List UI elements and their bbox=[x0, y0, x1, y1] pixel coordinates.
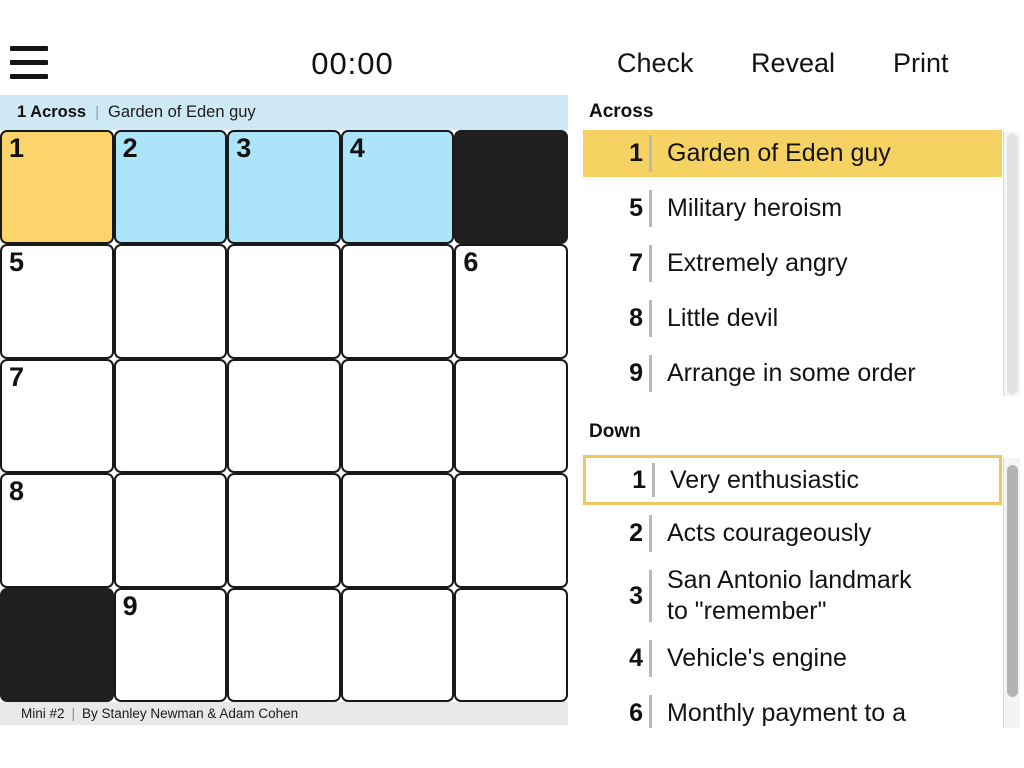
reveal-button[interactable]: Reveal bbox=[751, 48, 836, 78]
puzzle-footer bbox=[0, 702, 568, 725]
active-clue-number: 1 Across bbox=[17, 103, 87, 121]
cell-number: 3 bbox=[236, 133, 252, 163]
scrollbar-thumb[interactable] bbox=[1007, 134, 1018, 394]
clue-divider bbox=[649, 515, 652, 552]
active-clue-text: Garden of Eden guy bbox=[108, 103, 256, 121]
grid-cell[interactable] bbox=[454, 473, 568, 587]
hamburger-menu-icon[interactable] bbox=[10, 46, 48, 79]
grid-cell[interactable] bbox=[227, 359, 341, 473]
across-header: Across bbox=[589, 101, 654, 122]
active-clue-separator: | bbox=[95, 104, 99, 121]
clue-divider bbox=[649, 355, 652, 392]
grid-cell[interactable] bbox=[341, 244, 455, 358]
clue-text: San Antonio landmark to "remember" bbox=[667, 566, 912, 625]
clue-divider bbox=[649, 695, 652, 728]
clue-number: 2 bbox=[629, 519, 643, 547]
clue-number: 9 bbox=[629, 359, 643, 387]
cell-number: 5 bbox=[9, 247, 25, 278]
clue-row-across-1[interactable] bbox=[583, 130, 1002, 177]
clue-text: Vehicle's engine bbox=[667, 644, 847, 672]
clue-row-across-8[interactable] bbox=[583, 295, 1002, 342]
cell-number: 8 bbox=[9, 476, 25, 507]
grid-cell-black bbox=[454, 130, 568, 244]
cell-number: 7 bbox=[9, 361, 25, 392]
down-clue-list bbox=[583, 455, 1020, 728]
grid-cell[interactable] bbox=[114, 359, 228, 473]
footer-separator: | bbox=[71, 706, 76, 721]
clue-row-across-7[interactable] bbox=[583, 240, 1002, 287]
cell-number: 4 bbox=[349, 133, 365, 163]
clue-divider bbox=[649, 135, 652, 172]
clue-text: Arrange in some order bbox=[667, 359, 916, 387]
clue-divider bbox=[649, 190, 652, 227]
clue-text: Extremely angry bbox=[667, 249, 848, 277]
clue-text: Little devil bbox=[667, 304, 779, 332]
cell-number: 6 bbox=[463, 247, 479, 278]
clue-divider bbox=[649, 570, 652, 622]
down-scrollbar[interactable] bbox=[1003, 458, 1020, 728]
clue-number: 4 bbox=[629, 644, 643, 672]
grid-cell[interactable] bbox=[341, 359, 455, 473]
check-button[interactable]: Check bbox=[617, 48, 694, 78]
grid-cell[interactable] bbox=[227, 473, 341, 587]
grid-cell[interactable] bbox=[227, 244, 341, 358]
clue-row-down-1[interactable] bbox=[583, 455, 1002, 505]
clue-row-down-6[interactable] bbox=[583, 690, 1002, 728]
grid-cell[interactable] bbox=[114, 130, 228, 244]
clue-row-down-2[interactable] bbox=[583, 510, 1002, 557]
hamburger-bar bbox=[10, 46, 48, 51]
clue-number: 5 bbox=[629, 194, 643, 222]
grid-cell[interactable] bbox=[0, 473, 114, 587]
across-scrollbar[interactable] bbox=[1003, 132, 1020, 396]
grid-cell[interactable] bbox=[227, 588, 341, 702]
active-clue-bar bbox=[0, 95, 568, 130]
clue-row-down-3[interactable] bbox=[583, 565, 1002, 627]
clue-row-down-4[interactable] bbox=[583, 635, 1002, 682]
down-header: Down bbox=[589, 421, 641, 442]
grid-cell[interactable] bbox=[114, 244, 228, 358]
cell-number: 1 bbox=[9, 133, 25, 163]
clue-number: 3 bbox=[629, 581, 643, 610]
clue-text: Acts courageously bbox=[667, 519, 872, 547]
print-button[interactable]: Print bbox=[893, 48, 949, 78]
hamburger-bar bbox=[10, 60, 48, 65]
clue-number: 7 bbox=[629, 249, 643, 277]
scrollbar-thumb[interactable] bbox=[1007, 465, 1018, 697]
crossword-grid bbox=[0, 130, 568, 702]
grid-cell[interactable] bbox=[454, 588, 568, 702]
grid-cell[interactable] bbox=[0, 244, 114, 358]
clue-number: 8 bbox=[629, 304, 643, 332]
puzzle-title: Mini #2 bbox=[21, 706, 65, 721]
clue-number: 1 bbox=[629, 139, 643, 167]
cell-number: 9 bbox=[122, 590, 138, 621]
puzzle-byline: By Stanley Newman & Adam Cohen bbox=[82, 706, 299, 721]
clue-number: 1 bbox=[632, 465, 646, 494]
clue-row-across-9[interactable] bbox=[583, 350, 1002, 397]
clue-divider bbox=[649, 300, 652, 337]
clue-divider bbox=[652, 463, 655, 497]
grid-cell[interactable] bbox=[341, 588, 455, 702]
grid-cell[interactable] bbox=[341, 473, 455, 587]
clue-text: Military heroism bbox=[667, 194, 843, 222]
clue-text: Very enthusiastic bbox=[670, 465, 859, 494]
grid-cell[interactable] bbox=[0, 359, 114, 473]
clue-text: Monthly payment to a bbox=[667, 699, 907, 727]
clue-row-across-5[interactable] bbox=[583, 185, 1002, 232]
grid-cell[interactable] bbox=[0, 130, 114, 244]
grid-cell[interactable] bbox=[454, 359, 568, 473]
grid-cell-black bbox=[0, 588, 114, 702]
grid-cell[interactable] bbox=[454, 244, 568, 358]
clue-divider bbox=[649, 640, 652, 677]
clue-number: 6 bbox=[629, 699, 643, 727]
timer: 00:00 bbox=[311, 46, 394, 81]
cell-number: 2 bbox=[122, 133, 138, 163]
across-clue-list bbox=[583, 130, 1020, 398]
clue-divider bbox=[649, 245, 652, 282]
clue-text: Garden of Eden guy bbox=[667, 139, 891, 167]
grid-cell[interactable] bbox=[341, 130, 455, 244]
grid-cell[interactable] bbox=[114, 473, 228, 587]
grid-cell[interactable] bbox=[114, 588, 228, 702]
hamburger-bar bbox=[10, 74, 48, 79]
grid-cell[interactable] bbox=[227, 130, 341, 244]
